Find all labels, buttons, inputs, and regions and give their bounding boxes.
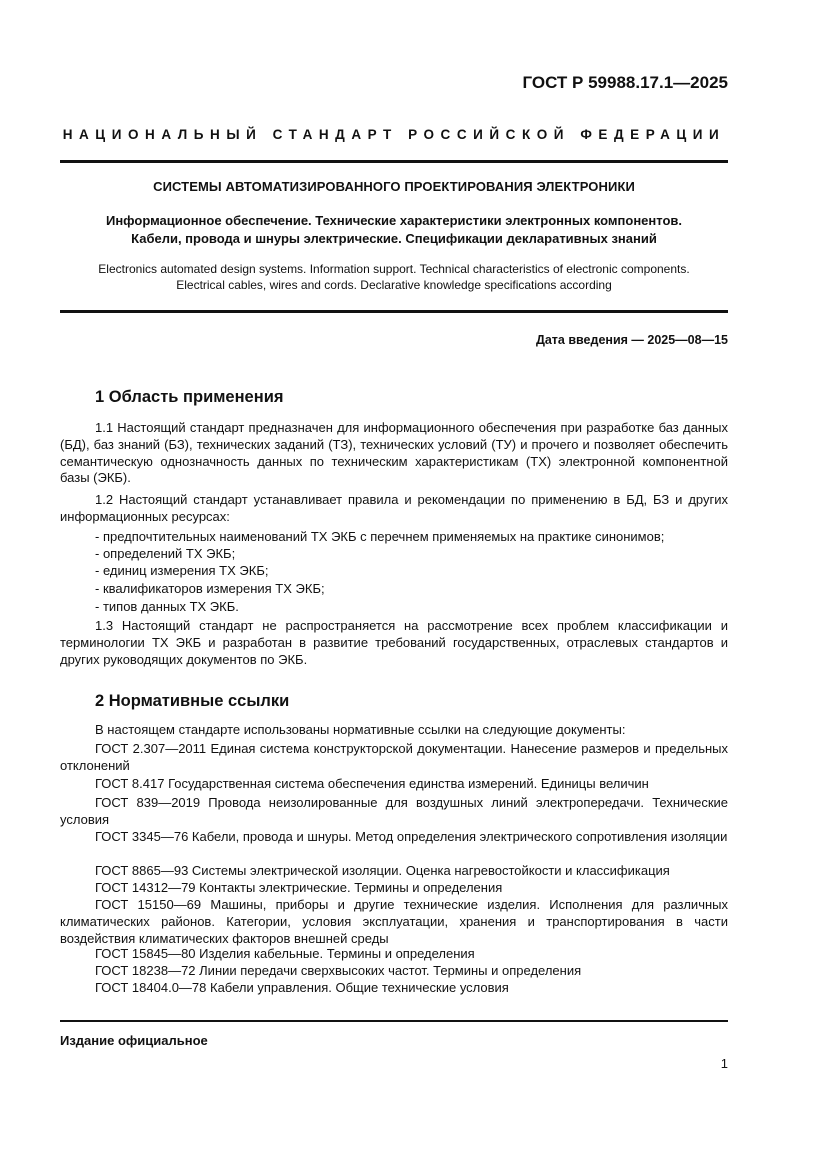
subtitle-line-2: Кабели, провода и шнуры электрические. Спецификации декларативных знаний (131, 231, 657, 246)
list-item: - единиц измерения ТХ ЭКБ; (95, 563, 269, 578)
reference-item: ГОСТ 8865—93 Системы электрической изоляции. Оценка нагревостойкости и классификация (95, 863, 670, 878)
page-number: 1 (720, 1056, 728, 1071)
top-divider (60, 160, 728, 163)
introduction-date: Дата введения — 2025—08—15 (535, 333, 728, 347)
footer-divider (60, 1020, 728, 1022)
list-item: - определений ТХ ЭКБ; (95, 546, 236, 561)
section-2-heading: 2 Нормативные ссылки (95, 692, 290, 710)
reference-item: ГОСТ 15845—80 Изделия кабельные. Термины и определения (95, 946, 475, 961)
reference-item: ГОСТ 14312—79 Контакты электрические. Термины и определения (95, 880, 503, 895)
document-subtitle (60, 212, 728, 248)
national-standard-heading: НАЦИОНАЛЬНЫЙ СТАНДАРТ РОССИЙСКОЙ ФЕДЕРАЦИИ (62, 127, 726, 142)
references-intro: В настоящем стандарте использованы нормативные ссылки на следующие документы: (95, 722, 626, 737)
document-title: СИСТЕМЫ АВТОМАТИЗИРОВАННОГО ПРОЕКТИРОВАНИЯ ЭЛЕКТРОНИКИ (153, 179, 635, 194)
reference-item: ГОСТ 3345—76 Кабели, провода и шнуры. Метод определения электрического сопротивления изоляции (95, 829, 728, 844)
paragraph-1-3: 1.3 Настоящий стандарт не распространяется на рассмотрение всех проблем классификации и терминологии ТХ ЭКБ и разработан в развитие требований государственных, отраслевых стандартов и других руководящих документов по ЭКБ. (60, 618, 728, 667)
paragraph-1-1: 1.1 Настоящий стандарт предназначен для информационного обеспечения при разработке баз данных (БД), баз знаний (БЗ), технических заданий (ТЗ), технических условий (ТУ) и прочего и позволяет обеспечить семантическую однозначность данных по техническим характеристикам (ТХ) электронной компонентной базы (ЭКБ). (60, 420, 728, 486)
reference-item: ГОСТ 15150—69 Машины, приборы и другие технические изделия. Исполнения для различных климатических районов. Категории, условия эксплуатации, хранения и транспортирования в части воздействия климатических факторов внешней среды (60, 897, 728, 946)
section-1-heading: 1 Область применения (95, 388, 284, 406)
title-divider (60, 310, 728, 313)
reference-item: ГОСТ 839—2019 Провода неизолированные для воздушных линий электропередачи. Технические условия (60, 795, 728, 827)
official-edition-label: Издание официальное (60, 1033, 208, 1048)
reference-item: ГОСТ 18238—72 Линии передачи сверхвысоких частот. Термины и определения (95, 963, 582, 978)
paragraph-1-2: 1.2 Настоящий стандарт устанавливает правила и рекомендации по применению в БД, БЗ и других информационных ресурсах: (60, 492, 728, 524)
reference-item: ГОСТ 18404.0—78 Кабели управления. Общие технические условия (95, 980, 509, 995)
list-item: - предпочтительных наименований ТХ ЭКБ с перечнем применяемых на практике синонимов; (95, 529, 665, 544)
list-item: - квалификаторов измерения ТХ ЭКБ; (95, 581, 325, 596)
reference-item: ГОСТ 8.417 Государственная система обеспечения единства измерений. Единицы величин (95, 776, 649, 791)
list-item: - типов данных ТХ ЭКБ. (95, 599, 239, 614)
english-title-line-1: Electronics automated design systems. Information support. Technical characteristics of electronic components. (98, 262, 690, 276)
standard-number: ГОСТ Р 59988.17.1—2025 (522, 73, 728, 92)
reference-item: ГОСТ 2.307—2011 Единая система конструкторской документации. Нанесение размеров и предельных отклонений (60, 741, 728, 773)
english-title-line-2: Electrical cables, wires and cords. Declarative knowledge specifications according (176, 278, 612, 292)
english-title (60, 261, 728, 293)
subtitle-line-1: Информационное обеспечение. Технические характеристики электронных компонентов. (105, 213, 683, 228)
